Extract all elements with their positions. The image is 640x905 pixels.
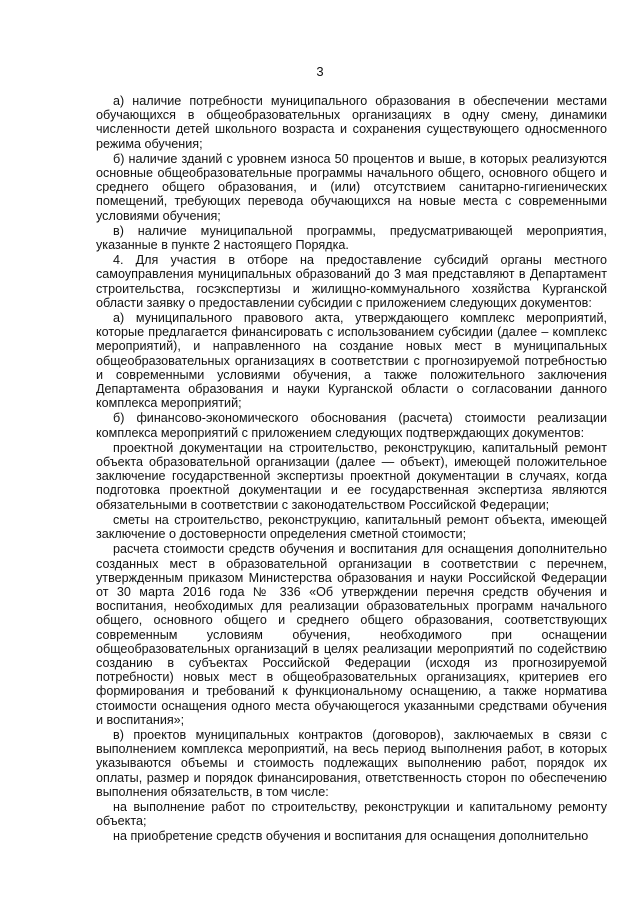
paragraph-b-buildings: б) наличие зданий с уровнем износа 50 процентов и выше, в которых реализуются основные общеобразовательные программы начального общего, основного общего и среднего общего образования, и (или) отсутствием санитарно-гигиенических помещений, требующих перевода обучающихся на новые места с современными условиями обучения; <box>96 151 607 223</box>
paragraph-equipment-purchase: на приобретение средств обучения и воспитания для оснащения дополнительно <box>113 829 589 844</box>
paragraph-a-legal-act: а) муниципального правового акта, утверждающего комплекс мероприятий, которые предлагается финансировать с использованием субсидии (далее – комплекс мероприятий), и направленного на создание новых мест в муниципальных общеобразовательных организациях в соответствии с прогнозируемой потребностью и современными условиями обучения, а также положительного заключения Департамента образования и науки Курганской области о согласовании данного комплекса мероприятий; <box>96 311 607 411</box>
page-number: 3 <box>316 64 324 79</box>
paragraph-estimates: сметы на строительство, реконструкцию, капитальный ремонт объекта, имеющей заключение о достоверности определения сметной стоимости; <box>96 512 607 542</box>
document-body <box>96 94 607 844</box>
paragraph-c-program: в) наличие муниципальной программы, предусматривающей мероприятия, указанные в пункте 2 настоящего Порядка. <box>96 223 607 253</box>
paragraph-construction-works: на выполнение работ по строительству, реконструкции и капитальному ремонту объекта; <box>96 799 607 829</box>
paragraph-4-selection: 4. Для участия в отборе на предоставление субсидий органы местного самоуправления муниципальных образований до 3 мая представляют в Департамент строительства, госэкспертизы и жилищно-коммунального хозяйства Курганской области заявку о предоставлении субсидии с приложением следующих документов: <box>96 253 607 310</box>
paragraph-c-contracts: в) проектов муниципальных контрактов (договоров), заключаемых в связи с выполнением комплекса мероприятий, на весь период выполнения работ, в которых указываются объемы и стоимость подлежащих выполнению работ, порядок их оплаты, размер и порядок финансирования, ответственность сторон по обеспечению выполнения обязательств, в том числе: <box>96 727 607 799</box>
paragraph-project-docs: проектной документации на строительство, реконструкцию, капитальный ремонт объекта образовательной организации (далее — объект), имеющей положительное заключение государственной экспертизы проектной документации в случаях, когда подготовка проектной документации и ее государственная экспертиза являются обязательными в соответствии с законодательством Российской Федерации; <box>96 440 607 512</box>
paragraph-equipment-calc: расчета стоимости средств обучения и воспитания для оснащения дополнительно созданных мест в образовательной организации в соответствии с перечнем, утвержденным приказом Министерства образования и науки Российской Федерации от 30 марта 2016 года № 336 «Об утверждении перечня средств обучения и воспитания, необходимых для реализации образовательных программ начального общего, основного общего и среднего общего образования, соответствующих современным условиям обучения, необходимого при оснащении общеобразовательных организаций в целях реализации мероприятий по содействию созданию в субъектах Российской Федерации (исходя из прогнозируемой потребности) новых мест в общеобразовательных организациях, критериев его формирования и требований к функциональному оснащению, а также норматива стоимости оснащения одного места обучающегося указанными средствами обучения и воспитания»; <box>96 542 607 727</box>
paragraph-a-need: а) наличие потребности муниципального образования в обеспечении местами обучающихся в общеобразовательных организациях в одну смену, динамики численности детей школьного возраста и сохранения существующего односменного режима обучения; <box>96 94 607 151</box>
paragraph-b-financial: б) финансово-экономического обоснования (расчета) стоимости реализации комплекса мероприятий с приложением следующих подтверждающих документов: <box>96 411 607 440</box>
